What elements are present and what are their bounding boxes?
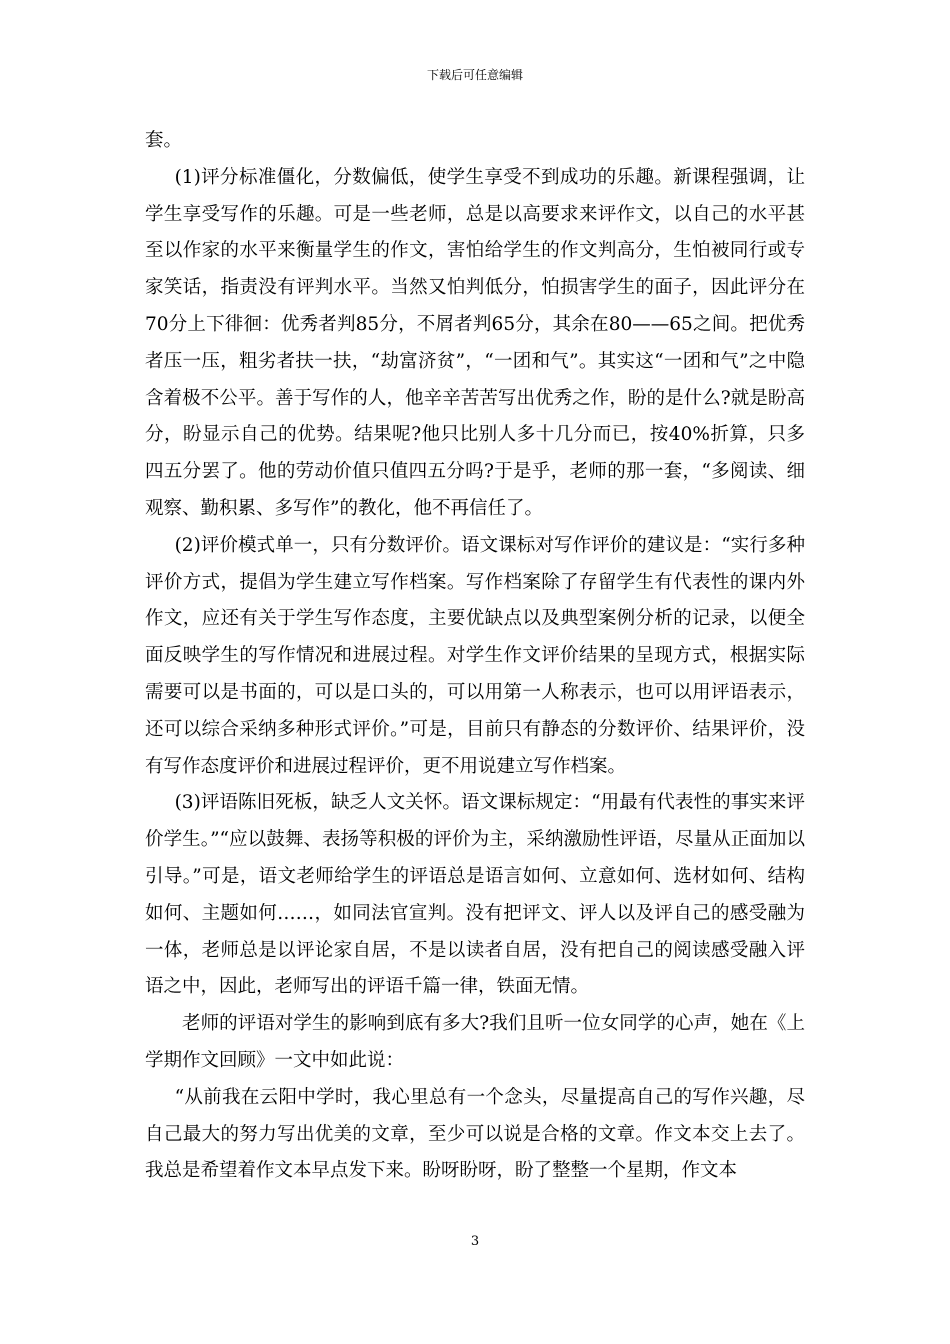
paragraph-point-2: (2)评价模式单一，只有分数评价。语文课标对写作评价的建议是：“实行多种评价方式，提倡为学生建立写作档案。写作档案除了存留学生有代表性的课内外作文，应还有关于学生写作态度，主要优缺点以及典型案例分析的记录，以便全面反映学生的写作情况和进展过程。对学生作文评价结果的呈现方式，根据实际需要可以是书面的，可以是口头的，可以用第一人称表示，也可以用评语表示，还可以综合采纳多种形式评价。”可是，目前只有静态的分数评价、结果评价，没有写作态度评价和进展过程评价，更不用说建立写作档案。 bbox=[145, 534, 805, 777]
paragraph-student-quote: “从前我在云阳中学时，我心里总有一个念头，尽量提高自己的写作兴趣，尽自己最大的努力写出优美的文章，至少可以说是合格的文章。作文本交上去了。我总是希望着作文本早点发下来。盼呀盼呀，盼了整整一个星期，作文本 bbox=[145, 1086, 805, 1182]
paragraph-point-3: (3)评语陈旧死板，缺乏人文关怀。语文课标规定：“用最有代表性的事实来评价学生。”“应以鼓舞、表扬等积极的评价为主，采纳激励性评语，尽量从正面加以引导。”可是，语文老师给学生的评语总是语言如何、立意如何、选材如何、结构如何、主题如何……，如同法官宣判。没有把评文、评人以及评自己的感受融为一体，老师总是以评论家自居，不是以读者自居，没有把自己的阅读感受融入评语之中，因此，老师写出的评语千篇一律，铁面无情。 bbox=[145, 792, 805, 998]
paragraph-student-voice-intro: 老师的评语对学生的影响到底有多大?我们且听一位女同学的心声，她在《上学期作文回顾》一文中如此说： bbox=[145, 1013, 805, 1071]
paragraph-point-1: (1)评分标准僵化，分数偏低，使学生享受不到成功的乐趣。新课程强调，让学生享受写作的乐趣。可是一些老师，总是以高要求来评作文，以自己的水平甚至以作家的水平来衡量学生的作文，害怕给学生的作文判高分，生怕被同行或专家笑话，指责没有评判水平。当然又怕判低分，怕损害学生的面子，因此评分在70分上下徘徊：优秀者判85分，不屑者判65分，其余在80——65之间。把优秀者压一压，粗劣者扶一扶，“劫富济贫”，“一团和气”。其实这“一团和气”之中隐含着极不公平。善于写作的人，他辛辛苦苦写出优秀之作，盼的是什么?就是盼高分，盼显示自己的优势。结果呢?他只比别人多十几分而已，按40%折算，只多四五分罢了。他的劳动价值只值四五分吗?于是乎，老师的那一套，“多阅读、细观察、勤积累、多写作”的教化，他不再信任了。 bbox=[145, 166, 805, 519]
page-number: 3 bbox=[470, 1234, 480, 1249]
page-header: 下载后可任意编辑 bbox=[426, 68, 523, 82]
paragraph-continuation: 套。 bbox=[145, 130, 183, 151]
document-body bbox=[145, 123, 805, 1190]
